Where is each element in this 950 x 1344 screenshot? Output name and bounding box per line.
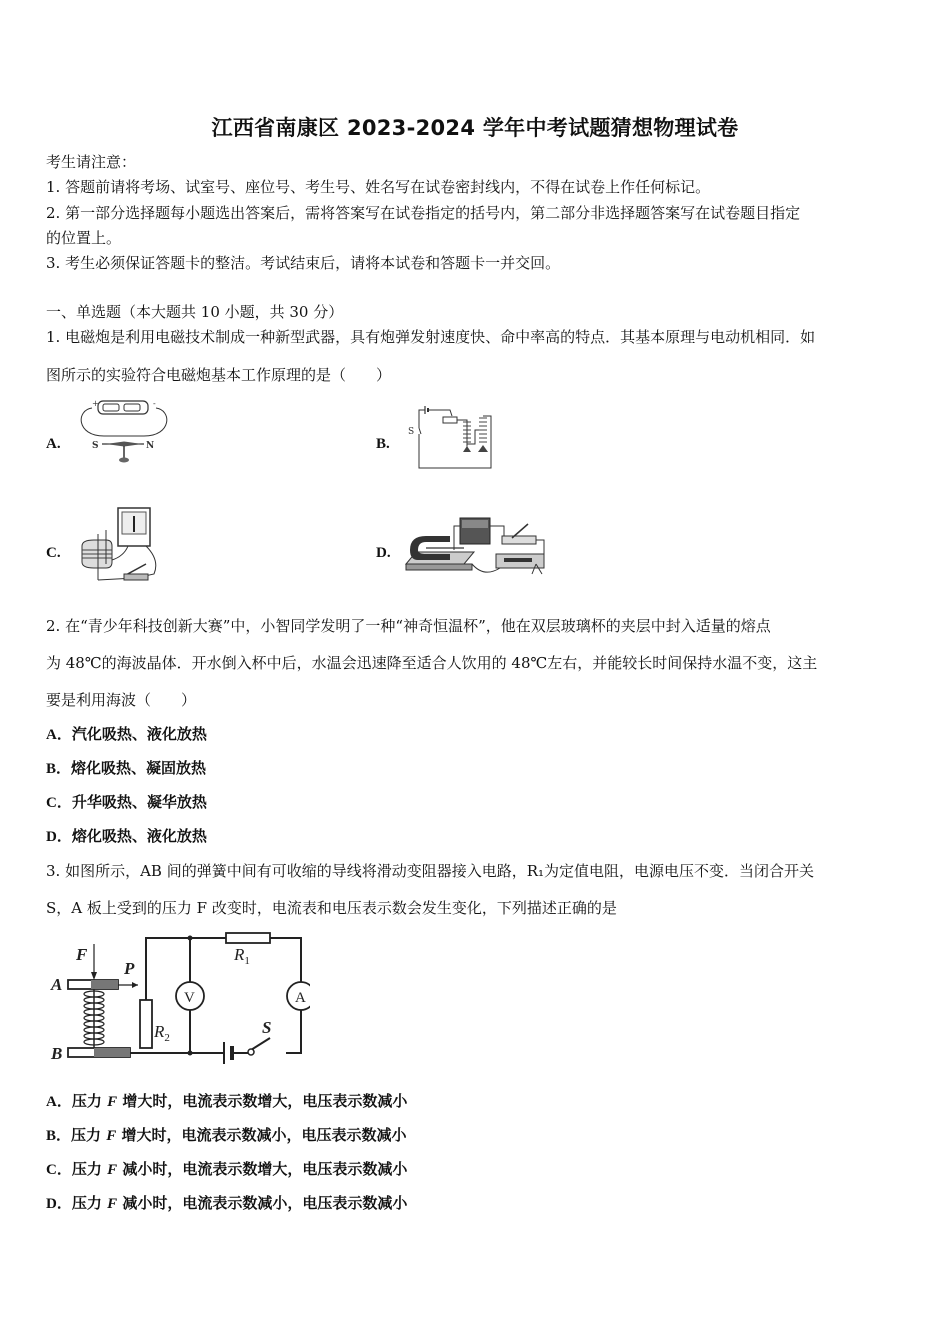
q2-option-c[interactable] xyxy=(46,792,207,813)
question-2-line-3: 要是利用海波（ ） xyxy=(46,691,197,709)
svg-text:R2: $R_2$ xyxy=(154,1022,170,1044)
q3-option-d-label: D． xyxy=(46,1196,72,1212)
q1-option-b-label[interactable]: B. xyxy=(376,436,390,452)
svg-text:A: A xyxy=(51,975,63,994)
q2-option-a[interactable] xyxy=(46,724,207,745)
svg-text:S: S xyxy=(408,427,415,437)
q1-option-a-label[interactable]: A. xyxy=(46,436,61,452)
svg-text:B: B xyxy=(51,1044,63,1063)
electromagnetic-induction-figure xyxy=(76,504,166,586)
svg-text:V: V xyxy=(184,990,195,1006)
svg-text:F: F xyxy=(76,945,88,964)
question-3-line-2: S，A 板上受到的压力 F 改变时，电流表和电压表示数会发生变化，下列描述正确的是 xyxy=(46,899,617,917)
question-3-line-1: 3. 如图所示，AB 间的弹簧中间有可收缩的导线将滑动变阻器接入电路，R₁为定值电阻，电源电压不变．当闭合开关 xyxy=(46,862,815,880)
notice-item-3: 3. 考生必须保证答题卡的整洁。考试结束后，请将本试卷和答题卡一并交回。 xyxy=(46,254,561,272)
question-2-line-1: 2. 在“青少年科技创新大赛”中，小智同学发明了一种“神奇恒温杯”，他在双层玻璃杯的夹层中封入适量的熔点 xyxy=(46,617,771,635)
svg-text:R1: $R_1$ xyxy=(234,945,250,967)
svg-text:-: - xyxy=(153,399,156,408)
section-heading: 一、单选题（本大题共 10 小题，共 30 分） xyxy=(46,303,344,321)
svg-text:A: A xyxy=(295,990,306,1006)
q2-option-c-text: 升华吸热、凝华放热 xyxy=(71,793,207,811)
q3-option-a[interactable]: A．压力 F 增大时，电流表示数增大，电压表示数减小 xyxy=(46,1092,408,1110)
q2-option-b-text: 熔化吸热、凝固放热 xyxy=(71,759,207,777)
question-2-line-2: 为 48℃的海波晶体．开水倒入杯中后，水温会迅速降至适合人饮用的 48℃左右，并能较长时间保持水温不变，这主 xyxy=(46,654,818,672)
notice-item-1: 1. 答题前请将考场、试室号、座位号、考生号、姓名写在试卷密封线内，不得在试卷上作任何标记。 xyxy=(46,178,711,196)
q3-option-c[interactable]: C．压力 F 减小时，电流表示数增大，电压表示数减小 xyxy=(46,1160,408,1178)
q1-option-d-label[interactable]: D. xyxy=(376,545,391,561)
q1-option-c-label[interactable]: C. xyxy=(46,545,61,561)
q3-option-b[interactable]: B．压力 F 增大时，电流表示数减小，电压表示数减小 xyxy=(46,1126,407,1144)
notice-item-2: 2. 第一部分选择题每小题选出答案后，需将答案写在试卷指定的括号内，第二部分非选择题答案写在试卷题目指定 xyxy=(46,204,801,222)
svg-text:P: P xyxy=(124,959,135,978)
q2-option-a-text: 汽化吸热、液化放热 xyxy=(71,725,207,743)
q2-option-d-label: D． xyxy=(46,829,72,845)
pressure-sensor-circuit-figure xyxy=(48,930,310,1065)
notice-heading: 考生请注意： xyxy=(46,153,137,171)
motor-principle-figure xyxy=(404,512,549,582)
question-1-line-1: 1. 电磁炮是利用电磁技术制成一种新型武器，具有炮弹发射速度快、命中率高的特点．其基本原理与电动机相同．如 xyxy=(46,328,816,346)
q2-option-d[interactable] xyxy=(46,826,207,847)
svg-text:S: S xyxy=(262,1018,272,1037)
question-1-line-2: 图所示的实验符合电磁炮基本工作原理的是（ ） xyxy=(46,366,392,384)
svg-text:N: N xyxy=(146,441,155,451)
q3-option-d[interactable]: D．压力 F 减小时，电流表示数减小，电压表示数减小 xyxy=(46,1194,408,1212)
page-title: 江西省南康区 2023-2024 学年中考试题猜想物理试卷 xyxy=(211,116,739,140)
electromagnet-circuit-figure xyxy=(405,400,500,472)
svg-text:+: + xyxy=(92,399,99,408)
q2-option-b-label: B． xyxy=(46,761,72,777)
oersted-experiment-figure xyxy=(74,396,174,468)
q2-option-c-label: C． xyxy=(46,795,72,811)
q2-option-a-label: A． xyxy=(46,727,72,743)
q3-option-b-label: B． xyxy=(46,1128,72,1144)
q3-option-c-label: C． xyxy=(46,1162,72,1178)
q3-option-a-label: A． xyxy=(46,1094,72,1110)
q2-option-b[interactable] xyxy=(46,758,206,779)
notice-item-2-cont: 的位置上。 xyxy=(46,229,122,247)
q2-option-d-text: 熔化吸热、液化放热 xyxy=(71,827,207,845)
svg-text:S: S xyxy=(92,441,99,451)
